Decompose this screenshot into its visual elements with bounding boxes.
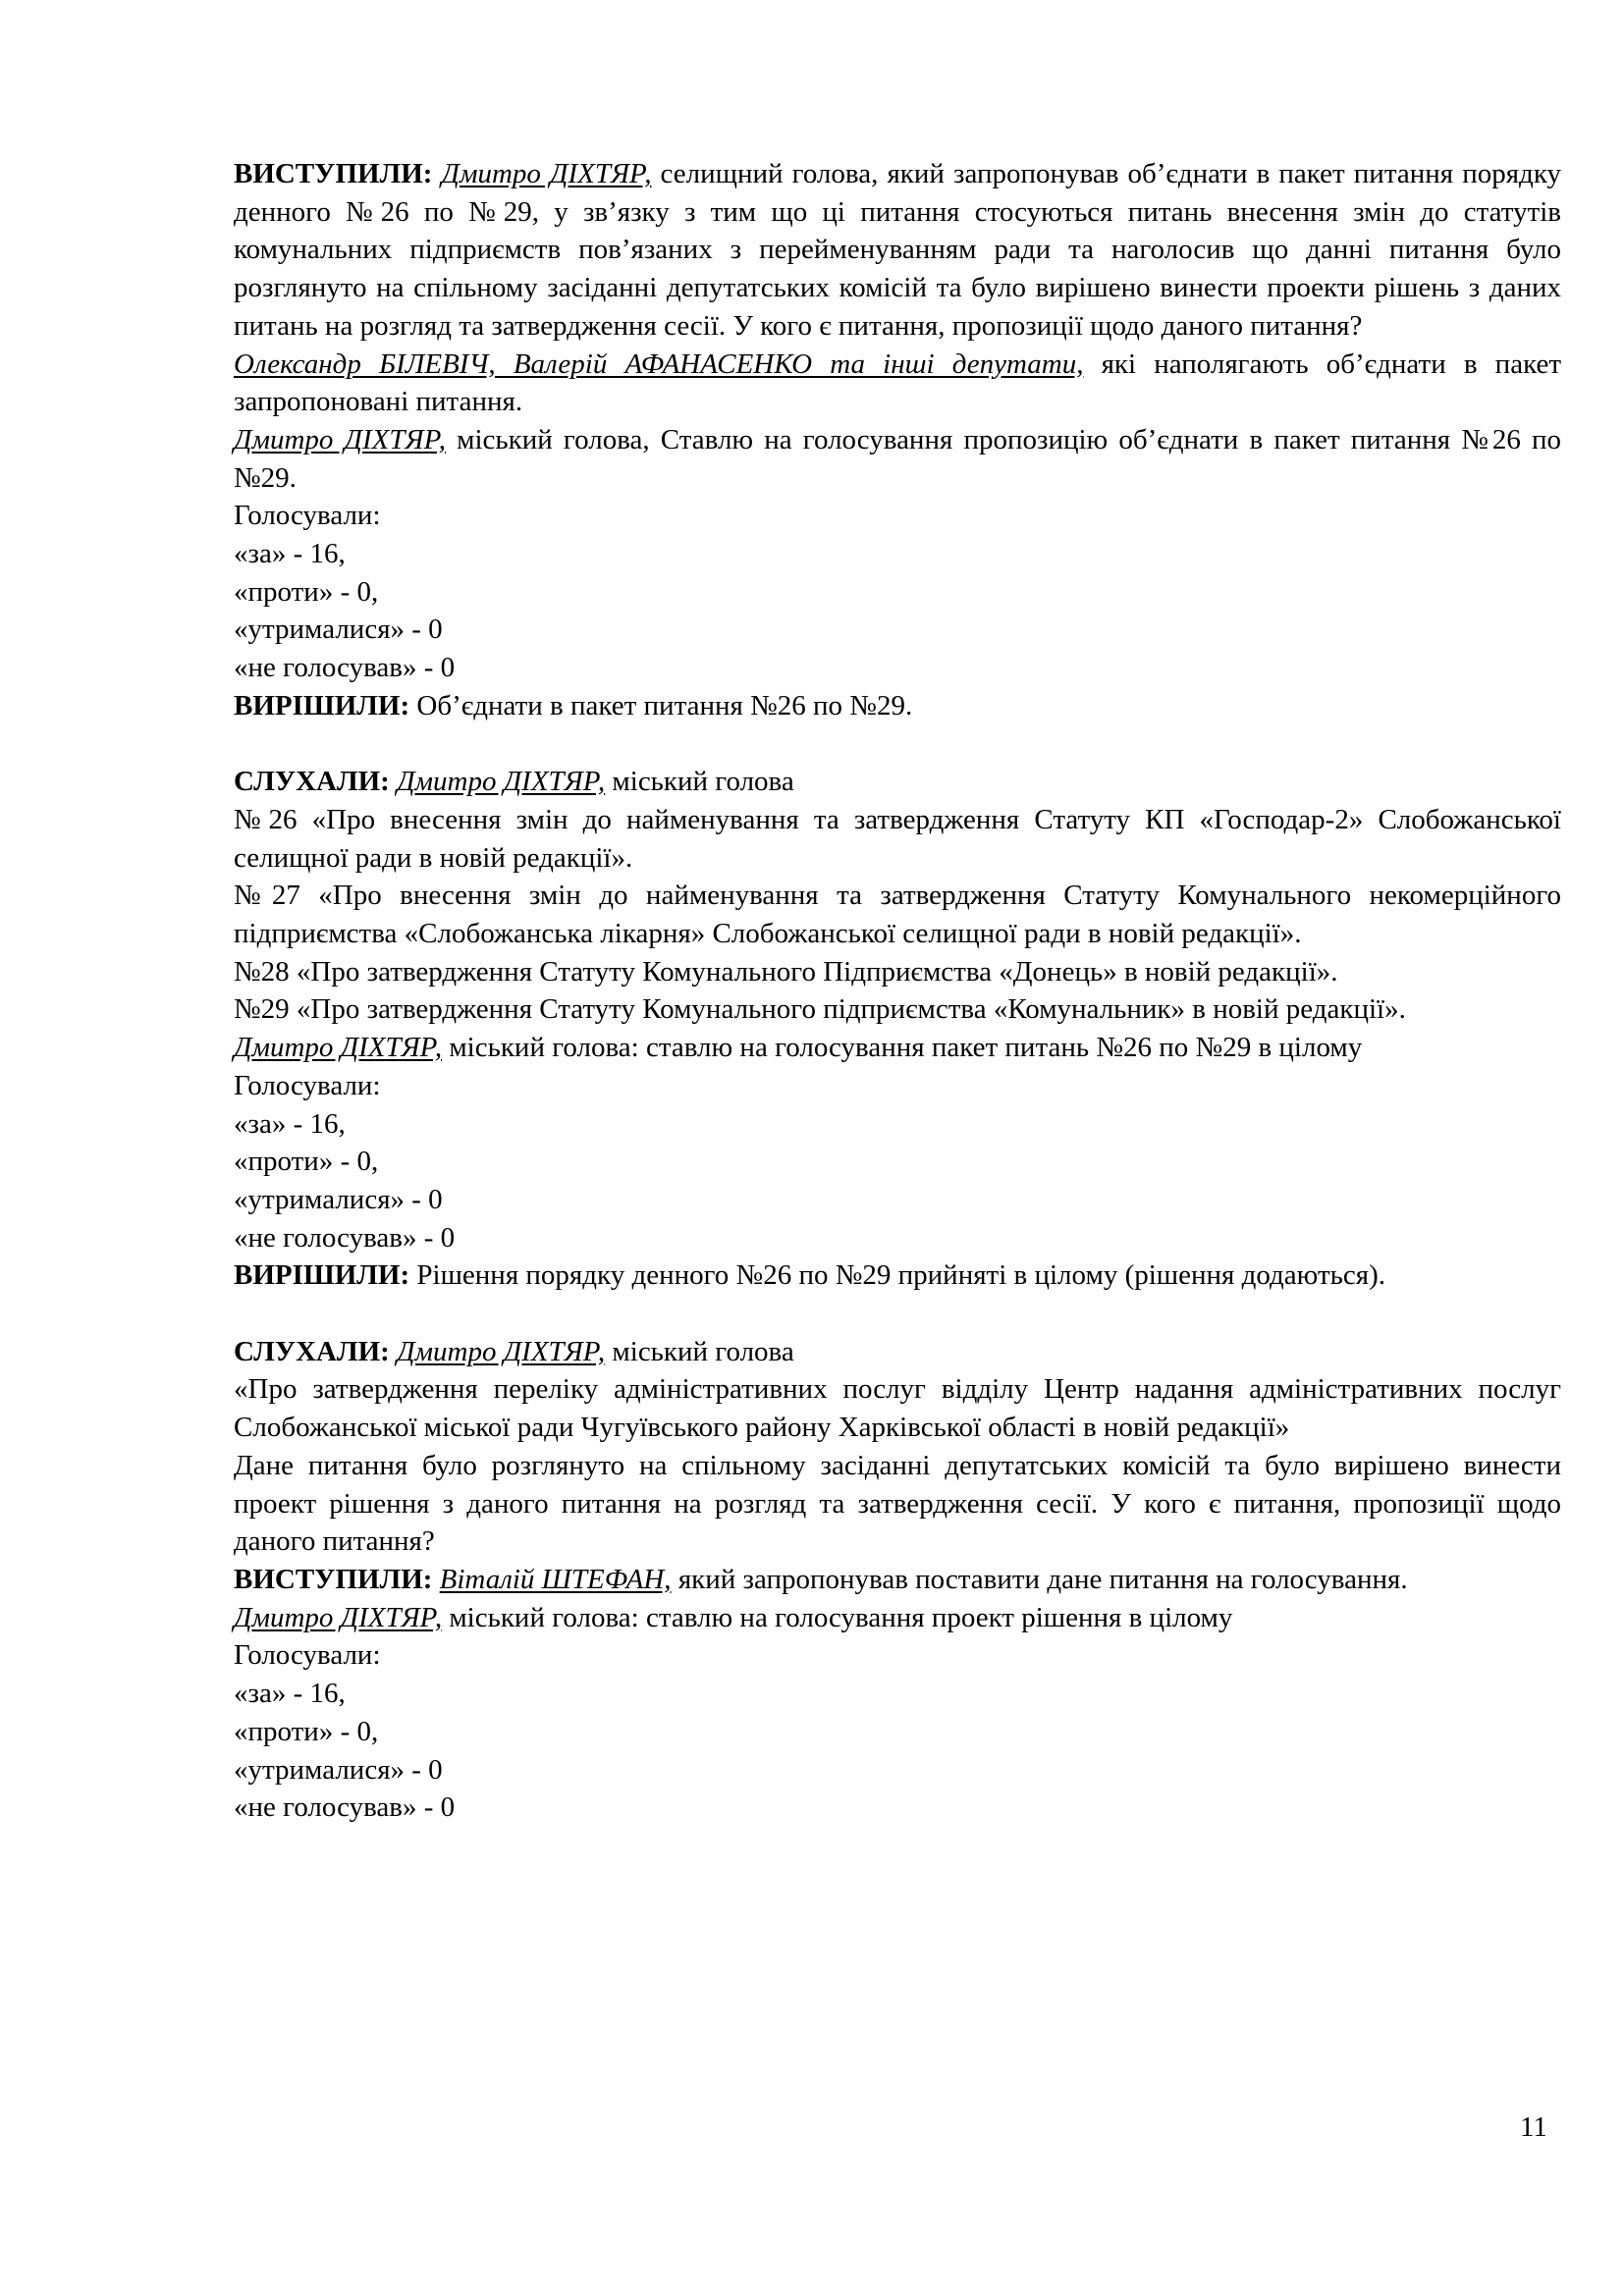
paragraph: [234, 1599, 1561, 1637]
page-number: 11: [1520, 2111, 1547, 2143]
text-run: «не голосував» - 0: [234, 652, 456, 684]
paragraph: [234, 1561, 1561, 1599]
paragraph: [234, 535, 1561, 573]
section-label: ВИСТУПИЛИ:: [234, 1563, 433, 1595]
text-run: Рішення порядку денного №26 по №29 прийняті в цілому (рішення додаються).: [409, 1259, 1385, 1292]
document-page: [234, 155, 1561, 1827]
paragraph: [234, 497, 1561, 535]
paragraph: [234, 1751, 1561, 1789]
text-run: Дане питання було розглянуто на спільному засіданні депутатських комісій та було вирішено винести проект рішення з даного питання на розгляд та затвердження сесії. У кого є питання, пропозиції щодо даного питання?: [234, 1449, 1561, 1558]
paragraph: [234, 763, 1561, 801]
paragraph: [234, 611, 1561, 649]
paragraph: [234, 346, 1561, 421]
paragraph: [234, 1789, 1561, 1827]
section-label: ВИРІШИЛИ:: [234, 689, 410, 721]
paragraph: [234, 1675, 1561, 1713]
speaker-name: Дмитро ДІХТЯР,: [234, 423, 446, 455]
paragraph: [234, 1636, 1561, 1675]
paragraph: [234, 990, 1561, 1029]
paragraph: [234, 953, 1561, 991]
text-run: міський голова: [605, 1335, 794, 1367]
speaker-name: Олександр БІЛЕВІЧ, Валерій АФАНАСЕНКО та інші депутати,: [234, 347, 1084, 380]
paragraph: [234, 1370, 1561, 1446]
paragraph: [234, 1029, 1561, 1067]
paragraph: [234, 155, 1561, 346]
text-run: «проти» - 0,: [234, 1146, 379, 1178]
paragraph: [234, 801, 1561, 877]
speaker-name: Дмитро ДІХТЯР,: [397, 1335, 606, 1367]
text-run: міський голова: ставлю на голосування пакет питань №26 по №29 в цілому: [442, 1032, 1363, 1064]
text-run: Голосували:: [234, 500, 381, 532]
section-label: ВИСТУПИЛИ:: [234, 158, 433, 189]
text-run: «не голосував» - 0: [234, 1791, 456, 1824]
paragraph: [234, 1219, 1561, 1257]
speaker-name: Віталій ШТЕФАН,: [439, 1563, 672, 1595]
text-run: «утрималися» - 0: [234, 1183, 443, 1215]
section-label: СЛУХАЛИ:: [234, 766, 390, 798]
text-run: які наполягають об’єднати в пакет запропоновані питання.: [234, 347, 1561, 418]
paragraph: [234, 421, 1561, 497]
text-run: [432, 158, 441, 189]
paragraph: [234, 877, 1561, 952]
text-run: «утрималися» - 0: [234, 614, 443, 646]
paragraph: [234, 1333, 1561, 1371]
text-run: «не голосував» - 0: [234, 1221, 456, 1254]
text-run: Голосували:: [234, 1639, 381, 1672]
paragraph: [234, 649, 1561, 687]
text-run: Голосували:: [234, 1069, 381, 1101]
text-run: «за» - 16,: [234, 538, 346, 570]
text-run: селищний голова, який запропонував об’єднати в пакет питання порядку денного №26 по №29, у зв’язку з тим що ці питання стосуються питань внесення змін до статутів комунальних підприємств пов’язаних з перейменуванням ради та наголосив що данні питання було розглянуто на спільному засіданні депутатських комісій та було вирішено винести проекти рішень з даних питань на розгляд та затвердження сесії. У кого є питання, пропозиції щодо даного питання?: [234, 158, 1561, 342]
text-run: міський голова: [605, 766, 794, 798]
speaker-name: Дмитро ДІХТЯР,: [441, 158, 652, 189]
text-run: «Про затвердження переліку адміністративних послуг відділу Центр надання адміністративних послуг Слобожанської міської ради Чугуївського району Харківської області в новій редакції»: [234, 1373, 1561, 1444]
text-run: №26 «Про внесення змін до найменування та затвердження Статуту КП «Господар-2» Слобожанської селищної ради в новій редакції».: [234, 803, 1561, 874]
text-run: «за» - 16,: [234, 1107, 346, 1140]
text-run: який запропонував поставити дане питання на голосування.: [671, 1563, 1408, 1595]
paragraph: [234, 1105, 1561, 1144]
speaker-name: Дмитро ДІХТЯР,: [234, 1601, 443, 1633]
text-run: [390, 1336, 397, 1367]
text-run: міський голова: ставлю на голосування проект рішення в цілому: [442, 1601, 1233, 1633]
section-label: СЛУХАЛИ:: [234, 1335, 390, 1367]
speaker-name: Дмитро ДІХТЯР,: [234, 1032, 443, 1064]
paragraph: [234, 1256, 1561, 1295]
text-run: «проти» - 0,: [234, 1715, 379, 1747]
paragraph: [234, 1181, 1561, 1219]
paragraph: [234, 687, 1561, 725]
paragraph: [234, 573, 1561, 612]
speaker-name: Дмитро ДІХТЯР,: [397, 766, 606, 798]
text-run: №29 «Про затвердження Статуту Комунального підприємства «Комунальник» в новій редакції».: [234, 993, 1406, 1026]
text-run: «проти» - 0,: [234, 575, 379, 608]
paragraph-gap: [234, 1295, 1561, 1333]
paragraph-gap: [234, 725, 1561, 764]
text-run: №28 «Про затвердження Статуту Комунального Підприємства «Донець» в новій редакції».: [234, 955, 1338, 988]
text-run: «за» - 16,: [234, 1678, 346, 1710]
text-run: [390, 766, 397, 797]
text-run: «утрималися» - 0: [234, 1753, 443, 1786]
section-label: ВИРІШИЛИ:: [234, 1259, 410, 1292]
paragraph: [234, 1447, 1561, 1561]
text-run: №27 «Про внесення змін до найменування та затвердження Статуту Комунального некомерційного підприємства «Слобожанська лікарня» Слобожанської селищної ради в новій редакції».: [234, 880, 1561, 950]
paragraph: [234, 1713, 1561, 1751]
text-run: міський голова, Ставлю на голосування пропозицію об’єднати в пакет питання №26 по №29.: [234, 423, 1561, 494]
paragraph: [234, 1067, 1561, 1105]
paragraph: [234, 1143, 1561, 1181]
text-run: [432, 1564, 439, 1595]
text-run: Об’єднати в пакет питання №26 по №29.: [409, 689, 913, 721]
